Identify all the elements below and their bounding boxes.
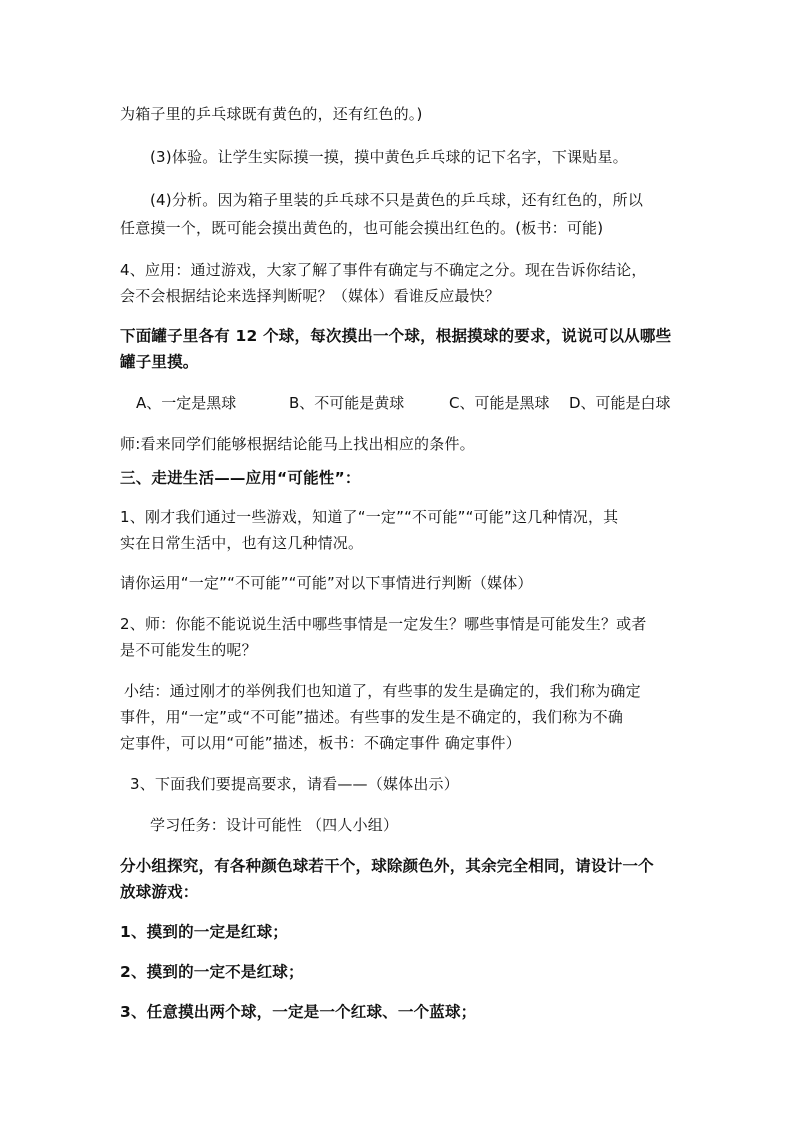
bold-text-line: 分小组探究，有各种颜色球若干个，球除颜色外，其余完全相同，请设计一个	[120, 857, 654, 875]
option-a: A、一定是黑球	[136, 394, 237, 412]
bold-text-line: 下面罐子里各有 12 个球，每次摸出一个球，根据摸球的要求，说说可以从哪些	[120, 327, 672, 345]
option-d: D、可能是白球	[569, 394, 671, 412]
text-line: 实在日常生活中，也有这几种情况。	[120, 534, 364, 552]
text-line: 事件，用“一定”或“不可能”描述。有些事的发生是不确定的，我们称为不确	[120, 708, 624, 726]
bold-text-line: 1、摸到的一定是红球；	[120, 923, 288, 941]
bold-text-line: 放球游戏：	[120, 883, 199, 901]
text-line: (3)体验。让学生实际摸一摸，摸中黄色乒乓球的记下名字，下课贴星。	[150, 148, 628, 166]
text-line: 1、刚才我们通过一些游戏，知道了“一定”“不可能”“可能”这几种情况，其	[120, 508, 619, 526]
section-heading: 三、走进生活——应用“可能性”：	[120, 469, 361, 487]
text-line: 师:看来同学们能够根据结论能马上找出相应的条件。	[120, 435, 475, 453]
bold-text-line: 罐子里摸。	[120, 353, 199, 371]
option-c: C、可能是黑球	[449, 394, 550, 412]
text-line: 定事件，可以用“可能”描述，板书：不确定事件 确定事件）	[120, 734, 521, 752]
text-line: 学习任务：设计可能性 （四人小组）	[150, 816, 399, 834]
text-line: (4)分析。因为箱子里装的乒乓球不只是黄色的乒乓球，还有红色的，所以	[150, 191, 644, 209]
text-line: 是不可能发生的呢？	[120, 641, 257, 659]
text-line: 为箱子里的乒乓球既有黄色的，还有红色的。)	[120, 105, 423, 123]
text-line: 小结：通过刚才的举例我们也知道了，有些事的发生是确定的，我们称为确定	[124, 682, 641, 700]
text-line: 任意摸一个，既可能会摸出黄色的，也可能会摸出红色的。(板书：可能)	[120, 219, 604, 237]
text-line: 会不会根据结论来选择判断呢？（媒体）看谁反应最快？	[120, 287, 501, 305]
text-line: 请你运用“一定”“不可能”“可能”对以下事情进行判断（媒体）	[120, 574, 533, 592]
text-line: 3、下面我们要提高要求，请看——（媒体出示）	[130, 775, 459, 793]
option-b: B、不可能是黄球	[289, 394, 405, 412]
text-line: 2、师：你能不能说说生活中哪些事情是一定发生？哪些事情是可能发生？或者	[120, 615, 647, 633]
bold-text-line: 2、摸到的一定不是红球；	[120, 963, 304, 981]
text-line: 4、应用：通过游戏，大家了解了事件有确定与不确定之分。现在告诉你结论，	[120, 261, 647, 279]
bold-text-line: 3、任意摸出两个球，一定是一个红球、一个蓝球；	[120, 1003, 477, 1021]
